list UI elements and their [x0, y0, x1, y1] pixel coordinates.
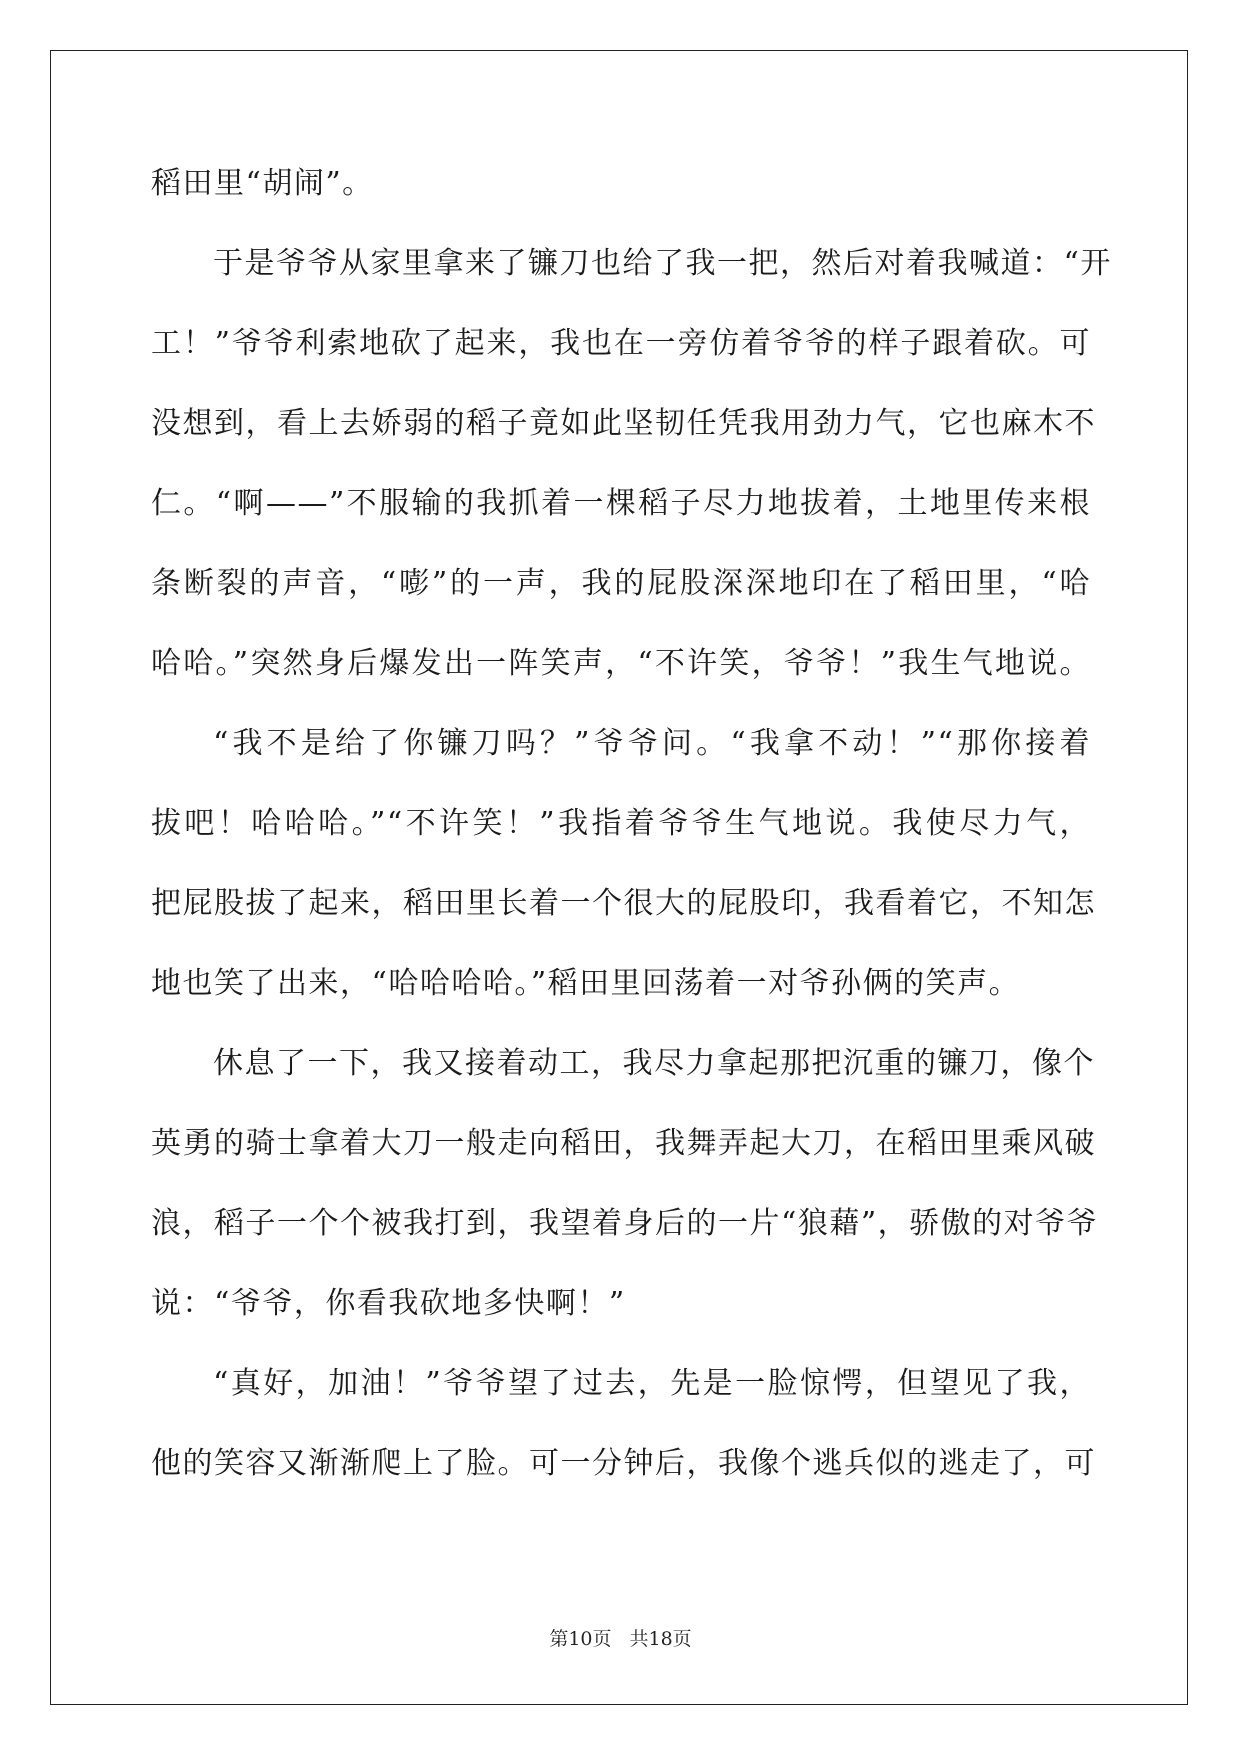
text-line-5: 仁。“啊——”不服输的我抓着一棵稻子尽力地拔着，土地里传来根	[151, 486, 1091, 521]
text-line-15: 说：“爷爷，你看我砍地多快啊！”	[151, 1286, 626, 1321]
text-line-10: 把屁股拔了起来，稻田里长着一个很大的屁股印，我看着它，不知怎	[151, 886, 1096, 921]
text-line-11: 地也笑了出来，“哈哈哈哈。”稻田里回荡着一对爷孙俩的笑声。	[151, 966, 1021, 1001]
text-line-12: 休息了一下，我又接着动工，我尽力拿起那把沉重的镰刀，像个	[213, 1046, 1095, 1081]
page-footer	[0, 1624, 1241, 1651]
total-pages: 共18页	[629, 1628, 692, 1650]
text-line-1: 稻田里“胡闹”。	[151, 166, 374, 201]
text-line-14: 浪，稻子一个个被我打到，我望着身后的一片“狼藉”，骄傲的对爷爷	[151, 1206, 1099, 1241]
text-line-17: 他的笑容又渐渐爬上了脸。可一分钟后，我像个逃兵似的逃走了，可	[151, 1446, 1096, 1481]
current-page-number: 第10页	[549, 1628, 612, 1650]
text-line-7: 哈哈。”突然身后爆发出一阵笑声，“不许笑，爷爷！”我生气地说。	[151, 646, 1091, 681]
text-line-8: “我不是给了你镰刀吗？”爷爷问。“我拿不动！”“那你接着	[213, 726, 1091, 761]
text-line-4: 没想到，看上去娇弱的稻子竟如此坚韧任凭我用劲力气，它也麻木不	[151, 406, 1096, 441]
text-line-3: 工！”爷爷利索地砍了起来，我也在一旁仿着爷爷的样子跟着砍。可	[151, 326, 1091, 361]
text-line-2: 于是爷爷从家里拿来了镰刀也给了我一把，然后对着我喊道：“开	[213, 246, 1112, 281]
text-line-6: 条断裂的声音，“嘭”的一声，我的屁股深深地印在了稻田里，“哈	[151, 566, 1091, 601]
text-line-13: 英勇的骑士拿着大刀一般走向稻田，我舞弄起大刀，在稻田里乘风破	[151, 1126, 1096, 1161]
text-line-16: “真好，加油！”爷爷望了过去，先是一脸惊愕，但望见了我，	[213, 1366, 1091, 1401]
text-line-9: 拔吧！哈哈哈。”“不许笑！”我指着爷爷生气地说。我使尽力气，	[151, 806, 1091, 841]
document-body	[151, 144, 1112, 1504]
